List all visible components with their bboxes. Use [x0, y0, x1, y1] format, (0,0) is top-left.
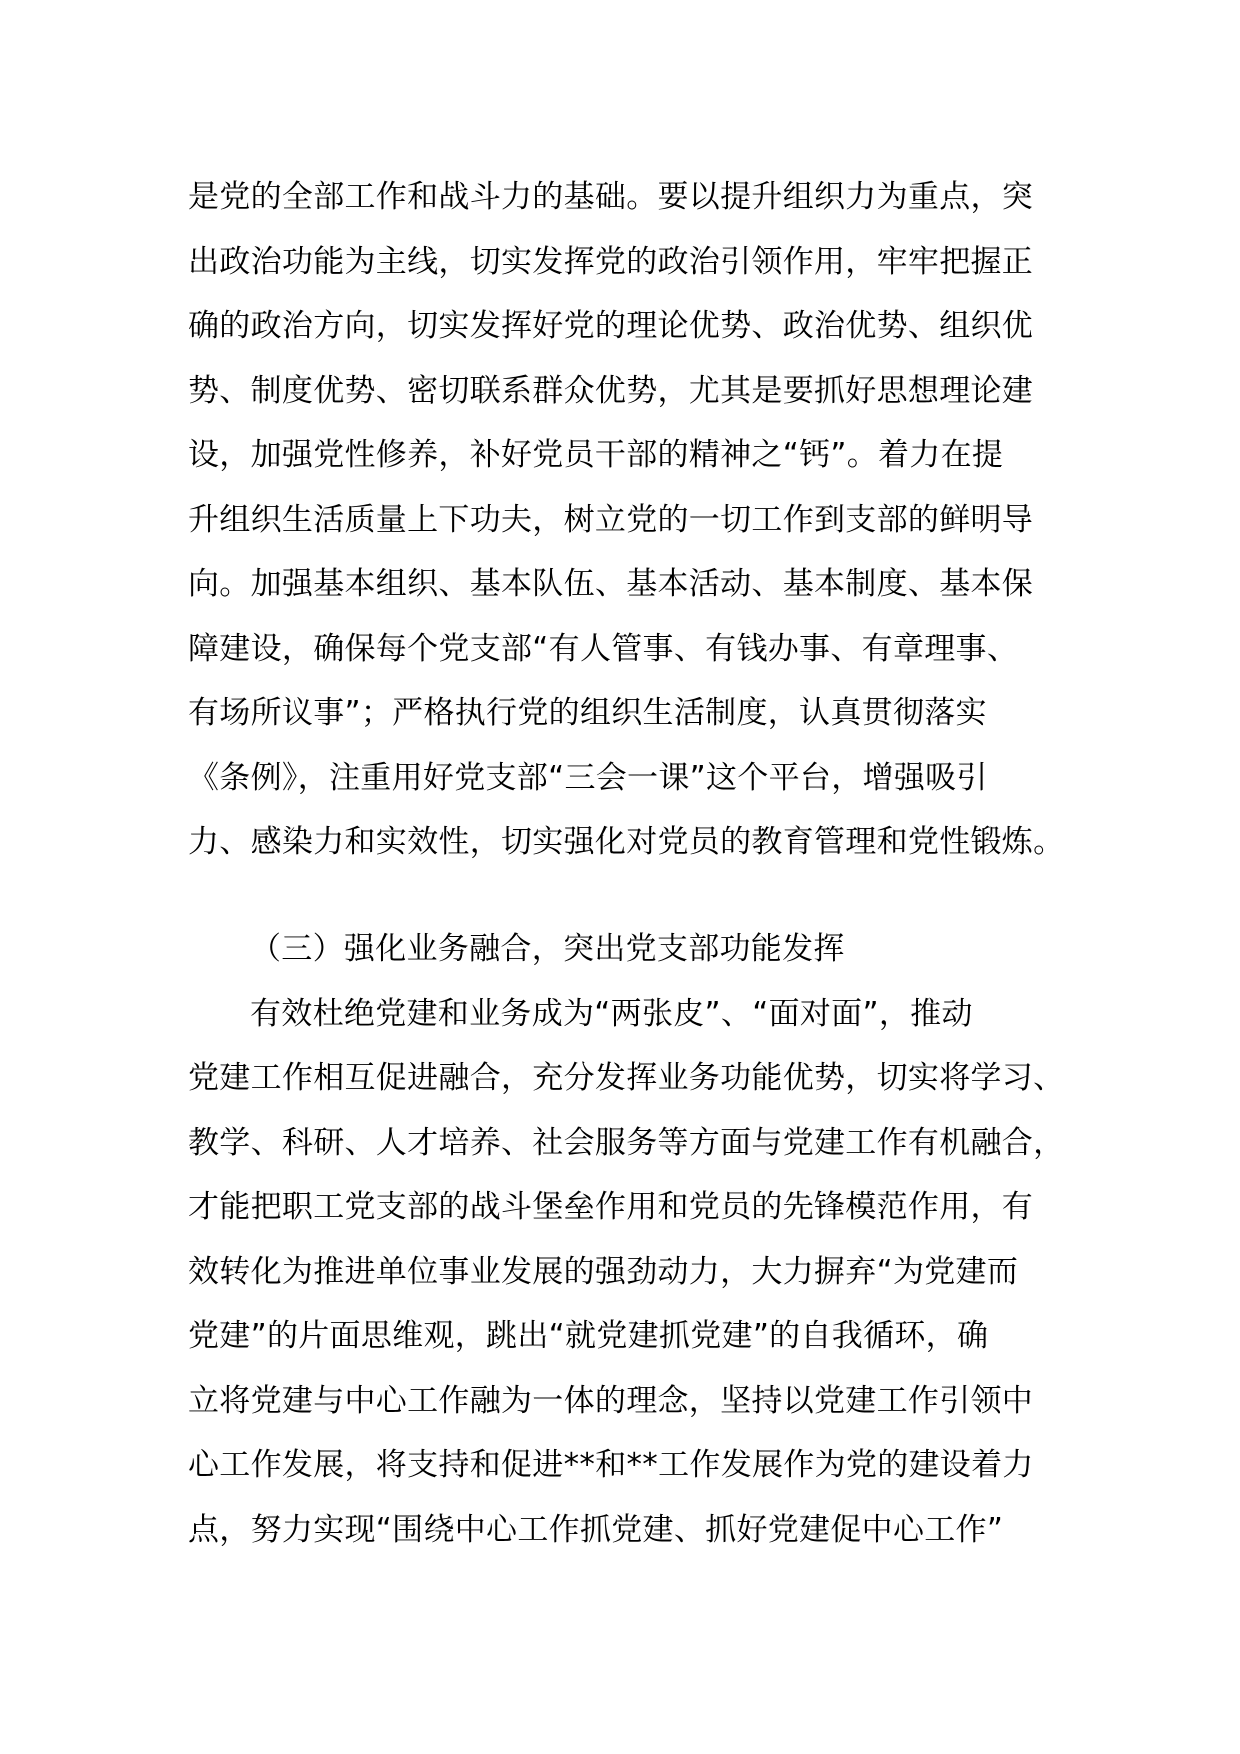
text-line: 确的政治方向，切实发挥好党的理论优势、政治优势、组织优 — [188, 308, 1034, 344]
text-line: 出政治功能为主线，切实发挥党的政治引领作用，牢牢把握正 — [188, 243, 1034, 280]
section-heading: （三）强化业务融合，突出党支部功能发挥 — [250, 931, 845, 967]
text-line: 心工作发展，将支持和促进**和**工作发展作为党的建设着力 — [188, 1447, 1034, 1483]
text-line: 障建设，确保每个党支部“有人管事、有钱办事、有章理事、 — [188, 630, 1019, 667]
text-line: 有场所议事”；严格执行党的组织生活制度，认真贯彻落实 — [188, 695, 987, 731]
text-line: 党建”的片面思维观，跳出“就党建抓党建”的自我循环，确 — [188, 1318, 989, 1354]
text-line: 效转化为推进单位事业发展的强劲动力，大力摒弃“为党建而 — [188, 1253, 1019, 1290]
text-line: 点，努力实现“围绕中心工作抓党建、抓好党建促中心工作” — [188, 1511, 1004, 1548]
text-line: 是党的全部工作和战斗力的基础。要以提升组织力为重点，突 — [188, 179, 1034, 215]
text-line: 设，加强党性修养，补好党员干部的精神之“钙”。着力在提 — [188, 437, 1004, 473]
text-line: 教学、科研、人才培养、社会服务等方面与党建工作有机融合， — [188, 1124, 1065, 1161]
paragraph-continued — [188, 165, 1088, 875]
text-line: 立将党建与中心工作融为一体的理念，坚持以党建工作引领中 — [188, 1382, 1034, 1419]
text-line: 才能把职工党支部的战斗堡垒作用和党员的先锋模范作用，有 — [188, 1189, 1034, 1225]
text-line: 向。加强基本组织、基本队伍、基本活动、基本制度、基本保 — [188, 566, 1034, 602]
text-line: 升组织生活质量上下功夫，树立党的一切工作到支部的鲜明导 — [188, 501, 1034, 538]
text-line: 力、感染力和实效性，切实强化对党员的教育管理和党性锻炼。 — [188, 824, 1065, 860]
text-line: 党建工作相互促进融合，充分发挥业务功能优势，切实将学习、 — [188, 1060, 1065, 1096]
section-three — [188, 917, 1088, 1562]
text-line: 《条例》，注重用好党支部“三会一课”这个平台，增强吸引 — [188, 759, 988, 796]
text-line: 有效杜绝党建和业务成为“两张皮”、“面对面”，推动 — [250, 995, 973, 1032]
text-line: 势、制度优势、密切联系群众优势，尤其是要抓好思想理论建 — [188, 372, 1034, 409]
